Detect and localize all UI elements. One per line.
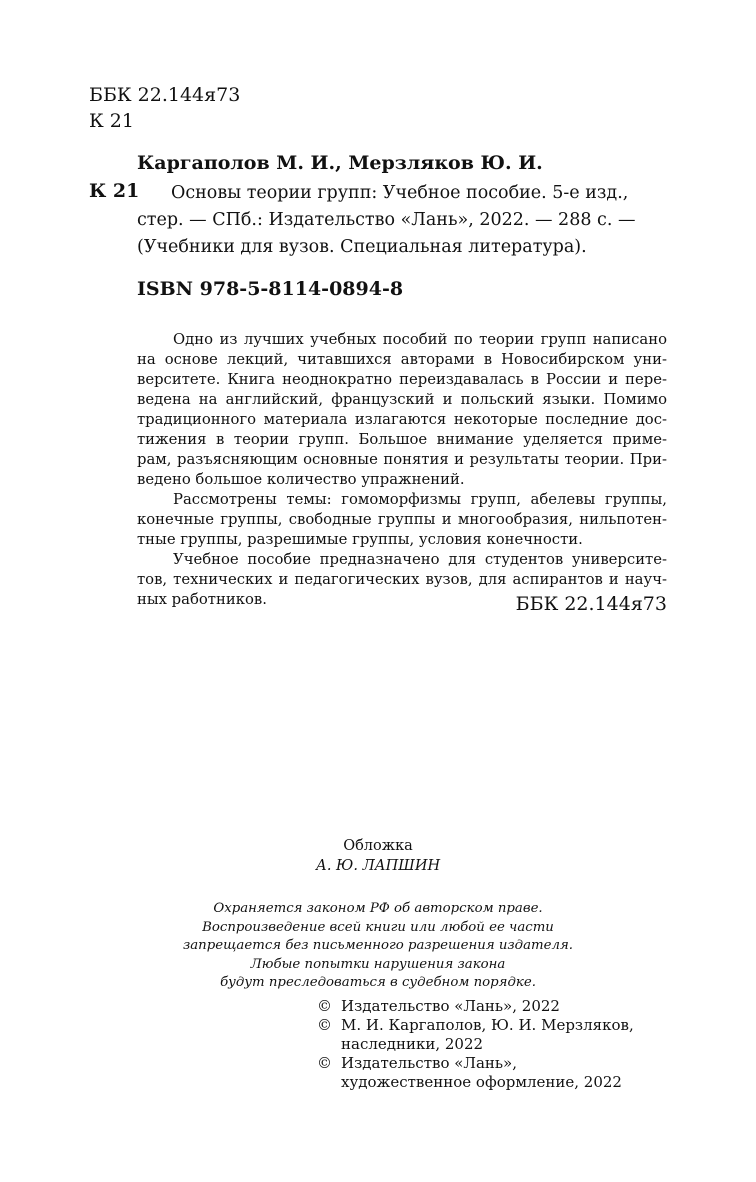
abstract-line: рам, разъясняющим основные понятия и результаты теории. При- xyxy=(137,451,667,468)
abstract-line: Одно из лучших учебных пособий по теории групп написано xyxy=(173,331,667,348)
abstract-line: ведена на английский, французский и польский языки. Помимо xyxy=(137,391,667,408)
author-mark-header: К 21 xyxy=(89,110,134,132)
abstract-line: традиционного материала излагаются некоторые последние дос- xyxy=(137,411,667,428)
legal-line: Любые попытки нарушения закона xyxy=(250,956,506,972)
copyright-entry xyxy=(317,997,634,1016)
abstract-line: ведено большое количество упражнений. xyxy=(137,471,465,488)
legal-line: Воспроизведение всей книги или любой ее части xyxy=(202,919,554,935)
cover-credit xyxy=(0,836,756,876)
legal-line: Охраняется законом РФ об авторском праве. xyxy=(213,901,543,916)
legal-line: будут преследоваться в судебном порядке. xyxy=(220,975,536,990)
copyright-line: Издательство «Лань», xyxy=(341,1054,518,1072)
cover-label: Обложка xyxy=(343,838,413,854)
bibliographic-line-2: стер. — СПб.: Издательство «Лань», 2022. — 288 с. — xyxy=(137,210,636,230)
abstract-line: верситете. Книга неоднократно переиздавалась в России и пере- xyxy=(137,371,667,388)
isbn: ISBN 978-5-8114-0894-8 xyxy=(137,278,404,300)
copyright-symbol: © xyxy=(317,1016,332,1034)
bbk-code: ББК 22.144я73 xyxy=(89,84,241,106)
abstract-line: тижения в теории групп. Большое внимание уделяется приме- xyxy=(137,431,667,448)
abstract-line: ных работников. xyxy=(137,591,267,608)
copyright-line: художественное оформление, 2022 xyxy=(341,1073,622,1091)
author-mark: К 21 xyxy=(89,180,140,202)
bibliographic-line-1: Основы теории групп: Учебное пособие. 5-е изд., xyxy=(171,183,629,203)
bbk-footer: ББК 22.144я73 xyxy=(515,593,667,615)
abstract-line: Учебное пособие предназначено для студентов университе- xyxy=(173,551,667,568)
abstract xyxy=(137,330,667,610)
bbk-header xyxy=(89,82,240,134)
abstract-line: конечные группы, свободные группы и многообразия, нильпотен- xyxy=(137,511,667,528)
copyright-entry xyxy=(317,1016,634,1054)
abstract-line: на основе лекций, читавшихся авторами в Новосибирском уни- xyxy=(137,351,667,368)
copyright-symbol: © xyxy=(317,1054,332,1072)
copyright-line: Издательство «Лань», 2022 xyxy=(341,997,560,1015)
authors: Каргаполов М. И., Мерзляков Ю. И. xyxy=(137,152,543,174)
legal-notice xyxy=(0,900,756,993)
abstract-line: тов, технических и педагогических вузов, для аспирантов и науч- xyxy=(137,571,667,588)
copyright-line: наследники, 2022 xyxy=(341,1035,484,1053)
copyright-symbol: © xyxy=(317,997,332,1015)
abstract-line: тные группы, разрешимые группы, условия конечности. xyxy=(137,531,583,548)
copyright-entry xyxy=(317,1054,634,1092)
bibliographic-line-3: (Учебники для вузов. Специальная литература). xyxy=(137,237,587,257)
copyright-line: М. И. Каргаполов, Ю. И. Мерзляков, xyxy=(341,1016,634,1034)
abstract-line: Рассмотрены темы: гомоморфизмы групп, абелевы группы, xyxy=(173,491,667,508)
cover-artist: А. Ю. ЛАПШИН xyxy=(315,858,441,874)
bibliographic-continuation xyxy=(137,207,635,261)
legal-line: запрещается без письменного разрешения издателя. xyxy=(183,938,573,953)
copyright-block xyxy=(317,997,634,1092)
